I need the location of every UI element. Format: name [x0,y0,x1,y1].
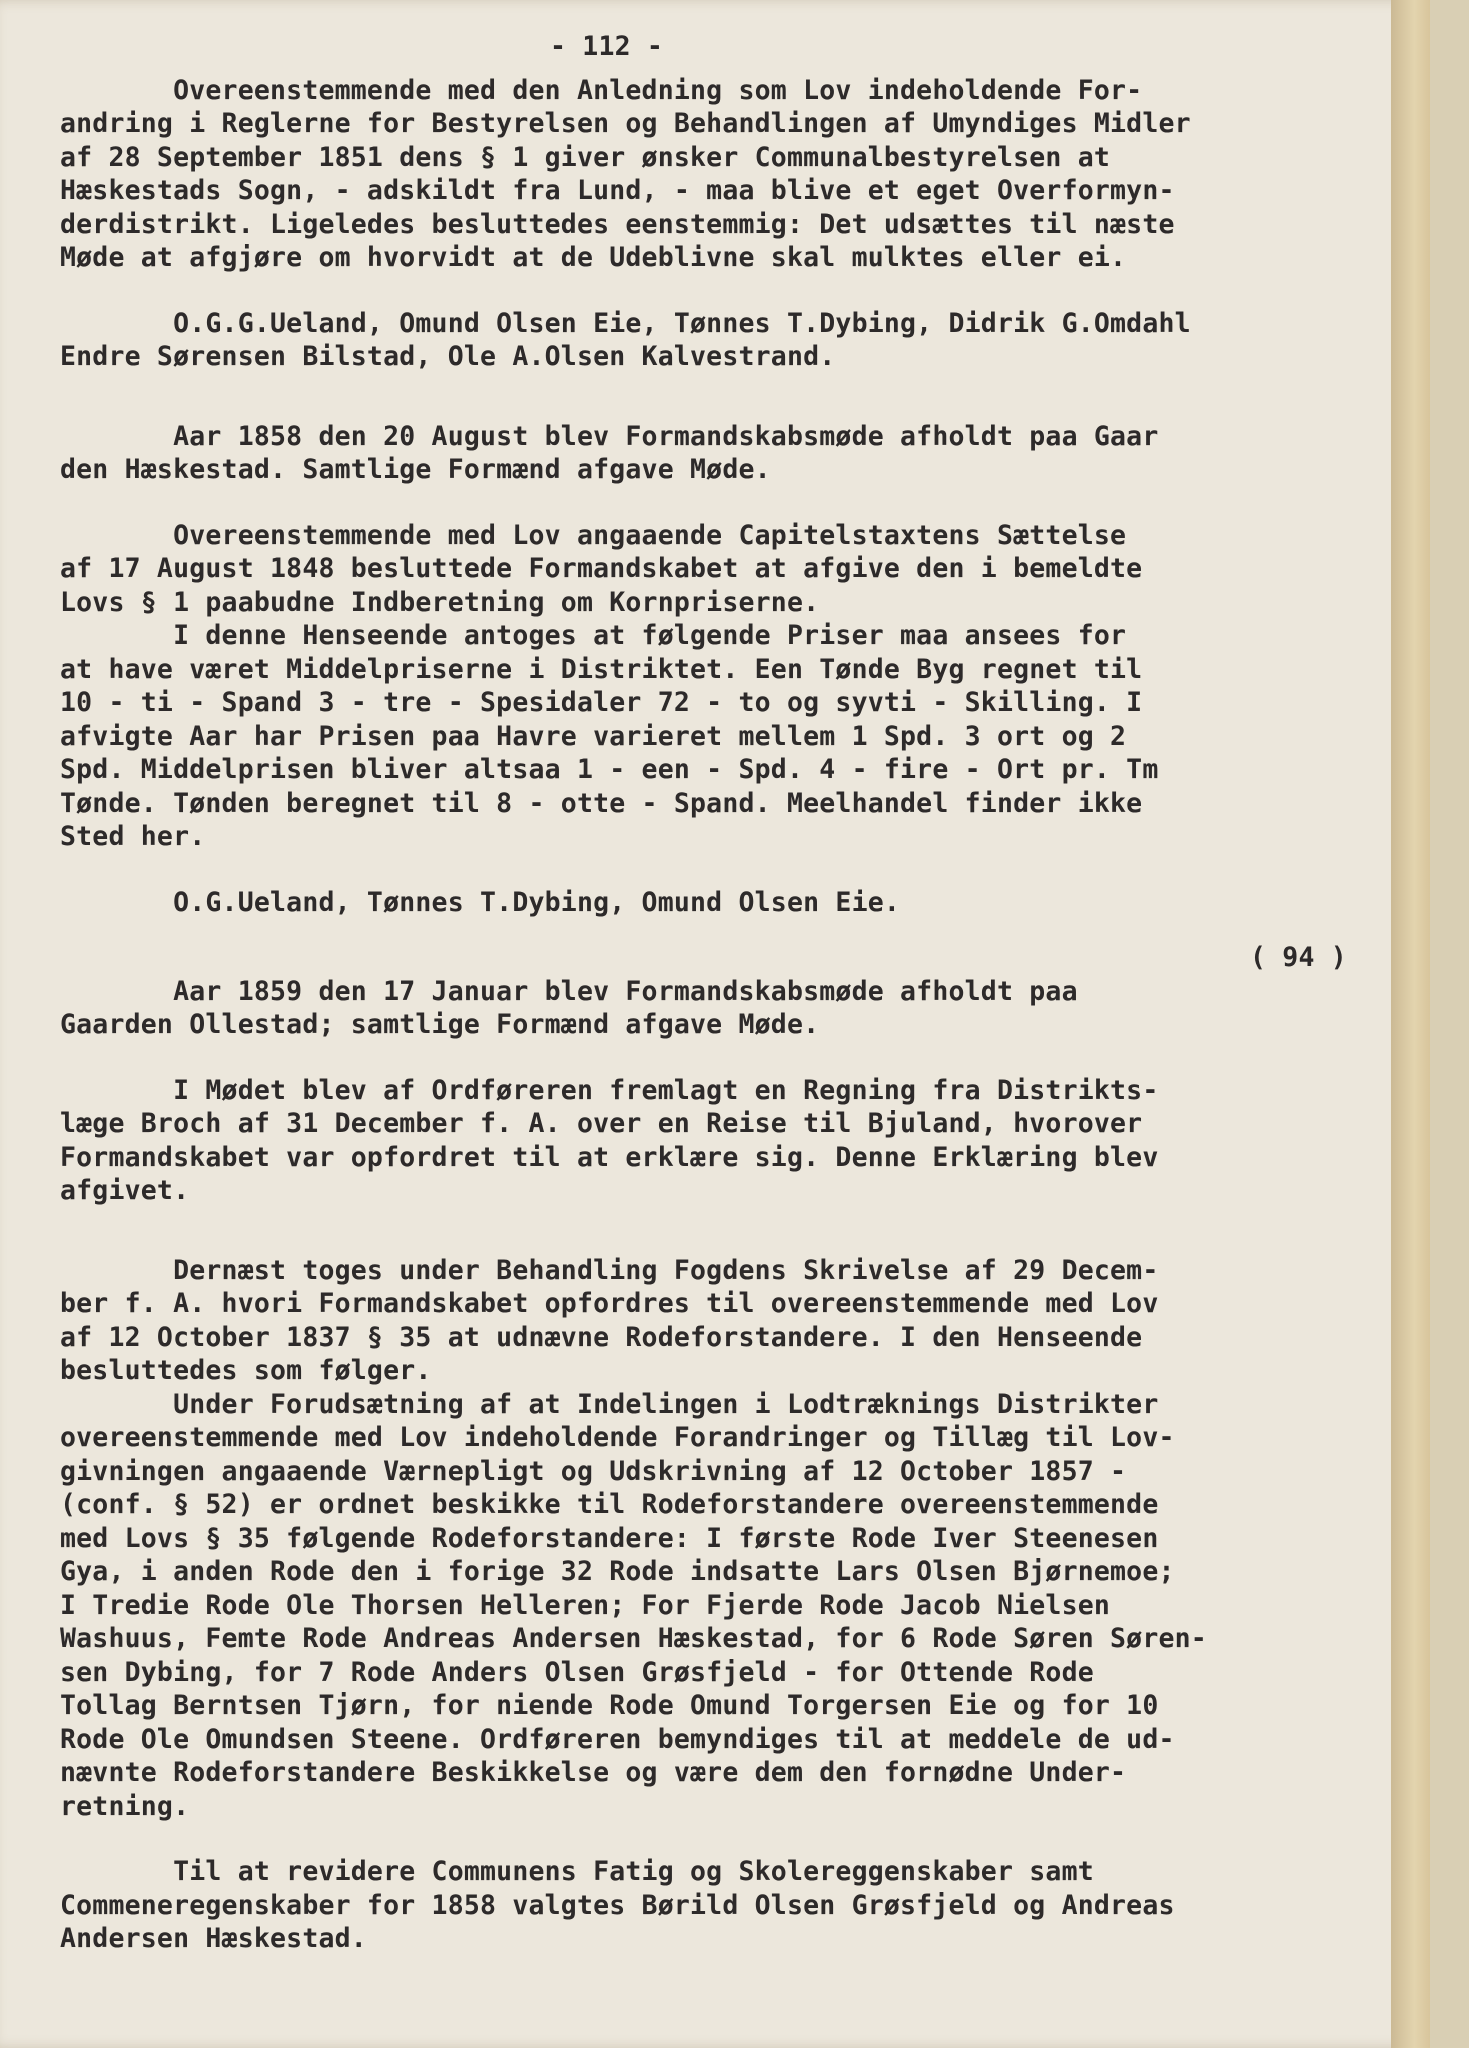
text-line: Tollag Berntsen Tjørn, for niende Rode Omund Torgersen Eie og for 10 [60,1690,1159,1721]
text-line: Til at revidere Communens Fatig og Skolereggenskaber samt [60,1856,1094,1887]
text-line: O.G.G.Ueland, Omund Olsen Eie, Tønnes T.Dybing, Didrik G.Omdahl [60,307,1191,339]
paragraph [60,1074,1450,1208]
text-line: I Mødet blev af Ordføreren fremlagt en Regning fra Distrikts- [60,1074,1159,1106]
paragraph [60,941,1450,1042]
text-line: Gya, i anden Rode den i forige 32 Rode indsatte Lars Olsen Bjørnemoe; [60,1556,1175,1587]
text-line: Formandskabet var opfordret til at erklære sig. Denne Erklæring blev [60,1141,1159,1173]
typewritten-text [60,30,1450,1956]
text-line: Møde at afgjøre om hvorvidt at de Udeblivne skal mulktes eller ei. [60,242,1127,273]
text-line: derdistrikt. Ligeledes besluttedes eenstemmig: Det udsættes til næste [60,208,1175,240]
text-line: med Lovs § 35 følgende Rodeforstandere: I første Rode Iver Steenesen [60,1522,1159,1554]
text-line: Lovs § 1 paabudne Indberetning om Kornpriserne. [60,586,820,618]
text-line: Overeenstemmende med Lov angaaende Capitelstaxtens Sættelse [60,519,1127,551]
text-line: I denne Henseende antoges at følgende Priser maa ansees for [60,620,1127,651]
page-number: - 112 - [550,31,664,62]
text-line: Aar 1858 den 20 August blev Formandskabsmøde afholdt paa Gaar [60,420,1159,452]
text-line: ber f. A. hvori Formandskabet opfordres til overeenstemmende med Lov [60,1288,1159,1319]
text-line: Dernæst toges under Behandling Fogdens Skrivelse af 29 Decem- [60,1254,1159,1286]
signatures [60,886,1450,920]
text-line: Gaarden Ollestad; samtlige Formænd afgave Møde. [60,1009,820,1040]
text-line: O.G.Ueland, Tønnes T.Dybing, Omund Olsen Eie. [60,886,901,918]
text-line: overeenstemmende med Lov indeholdende Forandringer og Tillæg til Lov- [60,1422,1175,1453]
text-line: af 12 October 1837 § 35 at udnævne Rodeforstandere. I den Henseende [60,1321,1143,1353]
text-line: den Hæskestad. Samtlige Formænd afgave Møde. [60,454,771,485]
text-line: afvigte Aar har Prisen paa Havre varieret mellem 1 Spd. 3 ort og 2 [60,720,1127,752]
text-line: læge Broch af 31 December f. A. over en Reise til Bjuland, hvorover [60,1108,1143,1139]
text-line: (conf. § 52) er ordnet beskikke til Rodeforstandere overeenstemmende [60,1489,1159,1520]
text-line: Commeneregenskaber for 1858 valgtes Børild Olsen Grøsfjeld og Andreas [60,1889,1175,1921]
text-line: at have været Middelpriserne i Distriktet. Een Tønde Byg regnet til [60,653,1143,685]
text-line: nævnte Rodeforstandere Beskikkelse og være dem den fornødne Under- [60,1757,1127,1788]
signatures [60,307,1450,374]
paragraph [60,74,1450,275]
text-line: af 28 September 1851 dens § 1 giver ønsker Communalbestyrelsen at [60,141,1111,173]
text-line: Aar 1859 den 17 Januar blev Formandskabsmøde afholdt paa [60,975,1078,1007]
text-line: I Tredie Rode Ole Thorsen Helleren; For Fjerde Rode Jacob Nielsen [60,1589,1111,1621]
text-line: Andersen Hæskestad. [60,1923,367,1954]
text-line: retning. [60,1790,190,1822]
text-line: afgivet. [60,1175,190,1206]
reference-number: ( 94 ) [1250,942,1347,973]
text-line: sen Dybing, for 7 Rode Anders Olsen Grøsfjeld - for Ottende Rode [60,1656,1094,1688]
text-line: Spd. Middelprisen bliver altsaa 1 - een - Spd. 4 - fire - Ort pr. Tm [60,754,1159,785]
text-line: andring i Reglerne for Bestyrelsen og Behandlingen af Umyndiges Midler [60,108,1191,139]
text-line: af 17 August 1848 besluttede Formandskabet at afgive den i bemeldte [60,553,1143,584]
paragraph [60,519,1450,854]
paragraph [60,420,1450,487]
text-line: Rode Ole Omundsen Steene. Ordføreren bemyndiges til at meddele de ud- [60,1723,1175,1755]
text-line: besluttedes som følger. [60,1355,432,1386]
text-line: Washuus, Femte Rode Andreas Andersen Hæskestad, for 6 Rode Søren Søren- [60,1623,1207,1654]
text-line: Under Forudsætning af at Indelingen i Lodtræknings Distrikter [60,1388,1159,1420]
paragraph [60,1855,1450,1956]
text-line: Sted her. [60,821,206,852]
text-line: Tønde. Tønden beregnet til 8 - otte - Spand. Meelhandel finder ikke [60,787,1143,819]
text-line: Hæskestads Sogn, - adskildt fra Lund, - maa blive et eget Overformyn- [60,175,1175,206]
paragraph [60,1254,1450,1824]
text-line: Endre Sørensen Bilstad, Ole A.Olsen Kalvestrand. [60,341,836,372]
text-line: givningen angaaende Værnepligt og Udskrivning af 12 October 1857 - [60,1455,1127,1487]
text-line: 10 - ti - Spand 3 - tre - Spesidaler 72 - to og syvti - Skilling. I [60,687,1143,718]
text-line: Overeenstemmende med den Anledning som Lov indeholdende For- [60,74,1143,106]
